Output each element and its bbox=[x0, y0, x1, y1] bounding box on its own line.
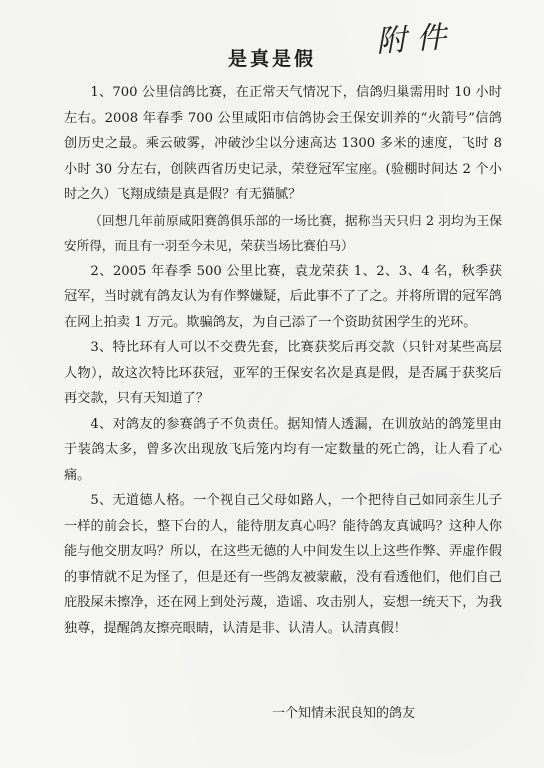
paragraph-4: 4、对鸽友的参赛鸽子不负责任。据知情人透漏，在训放站的鸽笼里由于装鸽太多，曾多次出现放飞后笼内均有一定数量的死亡鸽，让人看了心痛。 bbox=[64, 416, 502, 483]
paragraph-3: 3、特比环有人可以不交费先套，比赛获奖后再交款（只针对某些高层人物），故这次特比环获冠，亚军的王保安名次是真是假，是否属于获奖后再交款，只有天知道了？ bbox=[64, 340, 502, 406]
document-body bbox=[64, 80, 502, 641]
paragraph-2: 2、2005 年春季 500 公里比赛，袁龙荣获 1、2、3、4 名，秋季获冠军，当时就有鸽友认为有作弊嫌疑，后此事不了了之。并将所谓的冠军鸽在网上拍卖 1 万元。欺骗鸽友，为自己添了一个资助贫困学生的光环。 bbox=[64, 263, 502, 330]
paragraph-1: 1、700 公里信鸽比赛，在正常天气情况下，信鸽归巢需用时 10 小时左右。2008 年春季 700 公里咸阳市信鸽协会王保安训养的“火箭号”信鸽创历史之最。乘云破雾，冲破沙尘以分速高达 1300 多米的速度，飞时 8 小时 30 分左右，创陕西省历史记录，荣登冠军宝座。(验棚时间达 2 个小时之久）飞翔成绩是真是假？有无猫腻？ bbox=[64, 85, 502, 202]
document-title: 是真是假 bbox=[227, 48, 316, 70]
signature: 一个知情未泯良知的鸽友 bbox=[272, 706, 416, 721]
paragraph-note: （回想几年前原咸阳赛鸽俱乐部的一场比赛，据称当天只归 2 羽均为王保安所得，而且有一羽至今未见，荣获当场比赛伯马） bbox=[64, 212, 502, 253]
paragraph-5: 5、无道德人格。一个视自己父母如路人，一个把待自己如同亲生儿子一样的前会长，整下台的人，能待朋友真心吗？能待鸽友真诚吗？这种人你能与他交朋友吗？所以，在这些无德的人中间发生以上这些作弊、弄虚作假的事情就不足为怪了，但是还有一些鸽友被蒙蔽，没有看透他们，他们自己庇股屎未擦净，还在网上到处污蔑，造谣、攻击别人，妄想一统天下，为我独尊，提醒鸽友擦亮眼睛，认清是非、认清人。认清真假！ bbox=[64, 493, 502, 636]
attachment-label: 附件 bbox=[375, 19, 458, 60]
